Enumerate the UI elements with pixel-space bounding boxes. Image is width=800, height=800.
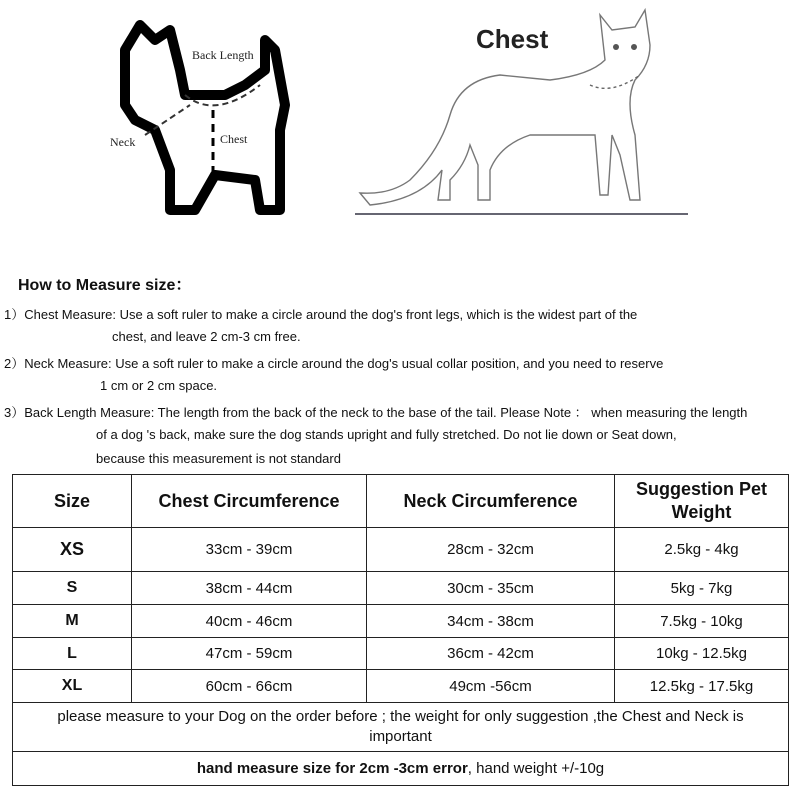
size-cell: S <box>13 572 132 605</box>
measurement-note: please measure to your Dog on the order before ; the weight for only suggestion ,the Chest and Neck is important <box>13 703 789 752</box>
neck-cell: 34cm - 38cm <box>367 605 615 638</box>
size-table <box>12 474 789 786</box>
error-note-rest: , hand weight +/-10g <box>467 760 605 777</box>
chest-cell: 47cm - 59cm <box>132 638 367 670</box>
table-row <box>13 638 789 670</box>
table-error-row <box>13 752 789 786</box>
instruction-back-line3: because this measurement is not standard <box>96 451 341 466</box>
chest-cell: 60cm - 66cm <box>132 670 367 703</box>
back-length-label: Back Length <box>192 48 254 62</box>
neck-cell: 36cm - 42cm <box>367 638 615 670</box>
instruction-chest-line1: 1）Chest Measure: Use a soft ruler to make a circle around the dog's front legs, which is the widest part of the <box>4 307 638 322</box>
chest-cell: 33cm - 39cm <box>132 528 367 572</box>
header-chest: Chest Circumference <box>132 475 367 528</box>
weight-cell: 10kg - 12.5kg <box>615 638 789 670</box>
weight-cell: 7.5kg - 10kg <box>615 605 789 638</box>
table-row <box>13 670 789 703</box>
how-to-measure-title: How to Measure size： <box>18 277 192 294</box>
table-row <box>13 528 789 572</box>
chest-cell: 38cm - 44cm <box>132 572 367 605</box>
error-note <box>13 752 789 786</box>
error-note-bold: hand measure size for 2cm -3cm error <box>196 760 468 777</box>
instruction-neck-line2: 1 cm or 2 cm space. <box>100 378 218 393</box>
dog-outline-illustration <box>95 10 305 220</box>
header-size: Size <box>13 475 132 528</box>
size-cell: XL <box>13 670 132 703</box>
table-note-row <box>13 703 789 752</box>
neck-cell: 30cm - 35cm <box>367 572 615 605</box>
size-cell: L <box>13 638 132 670</box>
weight-cell: 5kg - 7kg <box>615 572 789 605</box>
table-row <box>13 605 789 638</box>
size-cell: M <box>13 605 132 638</box>
weight-cell: 2.5kg - 4kg <box>615 528 789 572</box>
header-weight: Suggestion Pet Weight <box>615 475 789 528</box>
size-cell: XS <box>13 528 132 572</box>
neck-label: Neck <box>110 135 136 149</box>
table-header-row <box>13 475 789 528</box>
instruction-neck-line1: 2）Neck Measure: Use a soft ruler to make a circle around the dog's usual collar position, and you need to reserve <box>4 356 664 371</box>
instruction-back-line2: of a dog 's back, make sure the dog stands upright and fully stretched. Do not lie down or Seat down, <box>96 427 677 442</box>
table-row <box>13 572 789 605</box>
instruction-back-line1: 3）Back Length Measure: The length from the back of the neck to the base of the tail. Please Note ： when measuring the length <box>4 405 748 420</box>
instruction-chest-line2: chest, and leave 2 cm-3 cm free. <box>112 329 301 344</box>
dog-chest-label: Chest <box>220 132 248 146</box>
neck-cell: 49cm -56cm <box>367 670 615 703</box>
chest-cell: 40cm - 46cm <box>132 605 367 638</box>
header-neck: Neck Circumference <box>367 475 615 528</box>
cat-chest-label: Chest <box>476 24 549 54</box>
weight-cell: 12.5kg - 17.5kg <box>615 670 789 703</box>
neck-cell: 28cm - 32cm <box>367 528 615 572</box>
